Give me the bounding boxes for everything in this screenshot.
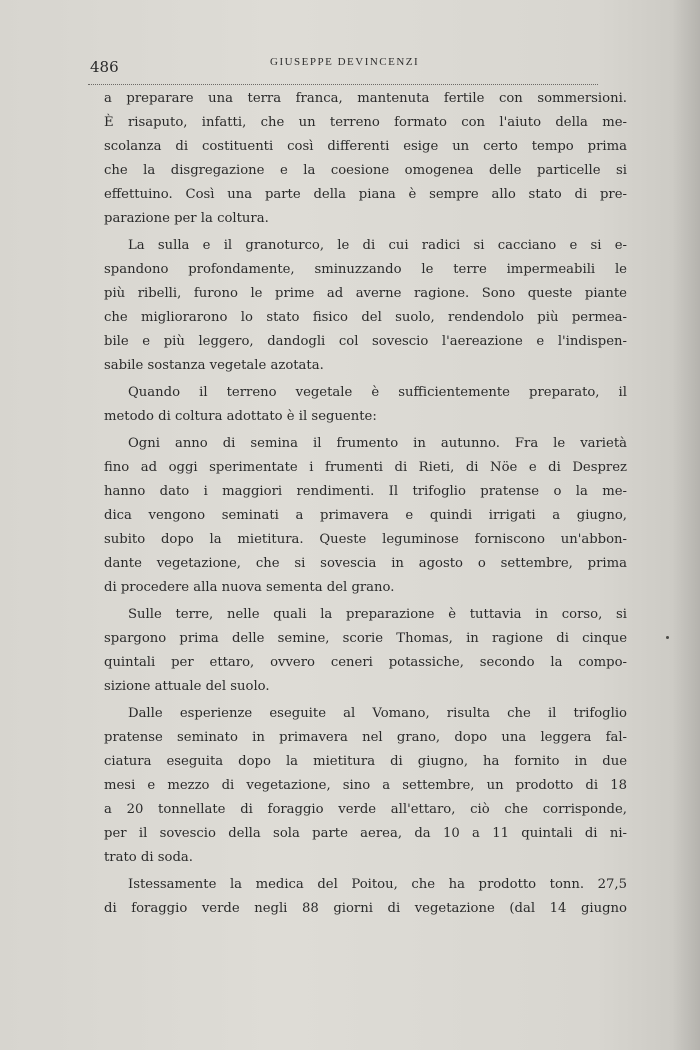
- text-line: metodo di coltura adottato è il seguente:: [104, 409, 377, 424]
- paragraph: [104, 603, 627, 699]
- paragraph: [104, 234, 627, 378]
- text-line: ciatura eseguita dopo la mietitura di giugno, ha fornito in due: [104, 754, 627, 769]
- text-line: di procedere alla nuova sementa del grano.: [104, 580, 395, 595]
- text-line: che la disgregazione e la coesione omogenea delle particelle si: [104, 163, 627, 178]
- text-line: Sulle terre, nelle quali la preparazione è tuttavia in corso, si: [128, 607, 627, 622]
- text-line: spargono prima delle semine, scorie Thomas, in ragione di cinque: [104, 631, 627, 646]
- text-line: subito dopo la mietitura. Queste leguminose forniscono un'abbon-: [104, 532, 627, 547]
- text-line: Ogni anno di semina il frumento in autunno. Fra le varietà: [128, 436, 627, 451]
- paragraph: [104, 873, 627, 921]
- text-line: spandono profondamente, sminuzzando le terre impermeabili le: [104, 262, 627, 277]
- text-line: più ribelli, furono le prime ad averne ragione. Sono queste piante: [104, 286, 627, 301]
- paragraph: [104, 87, 627, 231]
- text-line: a preparare una terra franca, mantenuta fertile con sommersioni.: [104, 91, 627, 106]
- paragraph: [104, 381, 627, 429]
- text-line: pratense seminato in primavera nel grano, dopo una leggera fal-: [104, 730, 627, 745]
- paragraph: [104, 432, 627, 600]
- text-line: sizione attuale del suolo.: [104, 679, 270, 694]
- text-line: scolanza di costituenti così differenti esige un certo tempo prima: [104, 139, 627, 154]
- text-line: parazione per la coltura.: [104, 211, 269, 226]
- text-line: che migliorarono lo stato fisico del suolo, rendendolo più permea-: [104, 310, 627, 325]
- text-line: Istessamente la medica del Poitou, che ha prodotto tonn. 27,5: [128, 877, 627, 892]
- body-text: [104, 87, 627, 924]
- text-line: quintali per ettaro, ovvero ceneri potassiche, secondo la compo-: [104, 655, 627, 670]
- text-line: effettuino. Così una parte della piana è sempre allo stato di pre-: [104, 187, 627, 202]
- running-head: GIUSEPPE DEVINCENZI: [270, 56, 420, 68]
- text-line: Quando il terreno vegetale è sufficientemente preparato, il: [128, 385, 627, 400]
- text-line: sabile sostanza vegetale azotata.: [104, 358, 324, 373]
- text-line: È risaputo, infatti, che un terreno formato con l'aiuto della me-: [104, 115, 627, 130]
- text-line: trato di soda.: [104, 850, 193, 865]
- text-line: fino ad oggi sperimentate i frumenti di Rieti, di Nöe e di Desprez: [104, 460, 627, 475]
- text-line: a 20 tonnellate di foraggio verde all'ettaro, ciò che corrisponde,: [104, 802, 627, 817]
- text-line: La sulla e il granoturco, le di cui radici si cacciano e si e-: [128, 238, 627, 253]
- page-number: 486: [90, 58, 119, 76]
- text-line: dante vegetazione, che si sovescia in agosto o settembre, prima: [104, 556, 627, 571]
- text-line: di foraggio verde negli 88 giorni di vegetazione (dal 14 giugno: [104, 901, 627, 916]
- paragraph: [104, 702, 627, 870]
- paper-speck: [666, 636, 669, 639]
- text-line: per il sovescio della sola parte aerea, da 10 a 11 quintali di ni-: [104, 826, 627, 841]
- text-line: bile e più leggero, dandogli col sovescio l'aereazione e l'indispen-: [104, 334, 627, 349]
- page-header: [88, 56, 598, 85]
- text-line: mesi e mezzo di vegetazione, sino a settembre, un prodotto di 18: [104, 778, 627, 793]
- text-line: dica vengono seminati a primavera e quindi irrigati a giugno,: [104, 508, 627, 523]
- text-line: hanno dato i maggiori rendimenti. Il trifoglio pratense o la me-: [104, 484, 627, 499]
- text-line: Dalle esperienze eseguite al Vomano, risulta che il trifoglio: [128, 706, 627, 721]
